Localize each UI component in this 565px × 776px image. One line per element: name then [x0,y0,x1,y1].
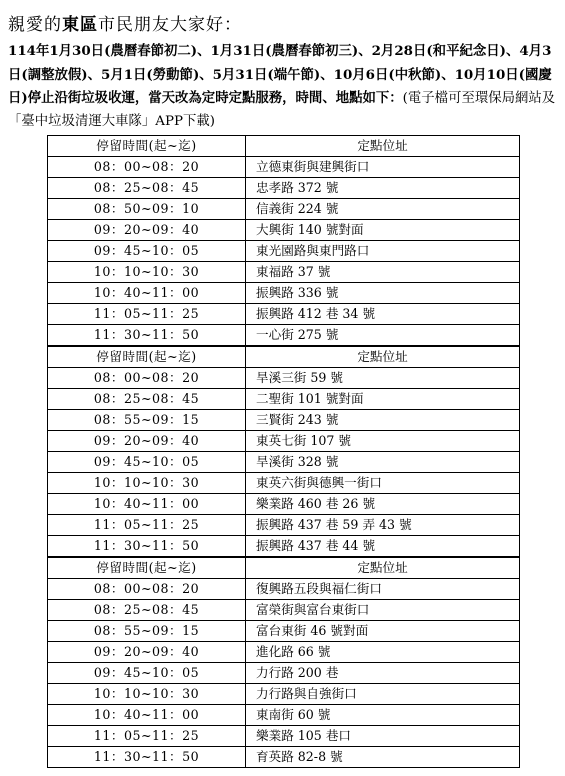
header-location: 定點位址 [246,136,520,157]
table-row [48,304,520,325]
greeting-heading [8,10,558,35]
stop-time-cell: 08：25~08：45 [48,178,246,199]
location-cell: 忠孝路 372 號 [246,178,520,199]
stop-time-cell: 09：20~09：40 [48,220,246,241]
table-row [48,325,520,347]
greeting-prefix: 親愛的 [8,15,62,35]
table-row [48,452,520,473]
table-row [48,262,520,283]
header-location: 定點位址 [246,346,520,368]
stop-time-cell: 11：30~11：50 [48,325,246,347]
stop-time-cell: 08：55~09：15 [48,621,246,642]
stop-time-cell: 09：45~10：05 [48,452,246,473]
table-row [48,494,520,515]
table-row [48,410,520,431]
collection-schedule-table [47,135,520,768]
stop-time-cell: 11：05~11：25 [48,726,246,747]
stop-time-cell: 10：40~11：00 [48,283,246,304]
location-cell: 三賢街 243 號 [246,410,520,431]
location-cell: 信義街 224 號 [246,199,520,220]
location-cell: 樂業路 460 巷 26 號 [246,494,520,515]
stop-time-cell: 09：45~10：05 [48,663,246,684]
location-cell: 東光園路與東門路口 [246,241,520,262]
stop-time-cell: 09：20~09：40 [48,431,246,452]
district-name: 東區 [62,15,98,35]
table-row [48,747,520,768]
table-row [48,178,520,199]
location-cell: 進化路 66 號 [246,642,520,663]
table-row [48,283,520,304]
header-stop-time: 停留時間(起~迄) [48,136,246,157]
header-location: 定點位址 [246,557,520,579]
stop-time-cell: 10：10~10：30 [48,262,246,283]
location-cell: 東福路 37 號 [246,262,520,283]
table-row [48,642,520,663]
header-stop-time: 停留時間(起~迄) [48,557,246,579]
stop-time-cell: 08：55~09：15 [48,410,246,431]
table-row [48,368,520,389]
location-cell: 力行路與自強街口 [246,684,520,705]
location-cell: 旱溪街 328 號 [246,452,520,473]
stop-time-cell: 11：30~11：50 [48,536,246,558]
stop-time-cell: 10：10~10：30 [48,473,246,494]
location-cell: 富台東街 46 號對面 [246,621,520,642]
location-cell: 振興路 412 巷 34 號 [246,304,520,325]
stop-time-cell: 08：25~08：45 [48,600,246,621]
location-cell: 富榮街與富台東街口 [246,600,520,621]
table-row [48,473,520,494]
stop-time-cell: 08：00~08：20 [48,368,246,389]
table-row [48,726,520,747]
greeting-suffix: 市民朋友大家好： [98,15,242,35]
table-row [48,389,520,410]
location-cell: 力行路 200 巷 [246,663,520,684]
location-cell: 樂業路 105 巷口 [246,726,520,747]
stop-time-cell: 08：50~09：10 [48,199,246,220]
table-row [48,199,520,220]
table-row [48,157,520,178]
location-cell: 旱溪三街 59 號 [246,368,520,389]
location-cell: 東英七街 107 號 [246,431,520,452]
table-header-row [48,136,520,157]
table-header-row [48,557,520,579]
table-row [48,536,520,558]
location-cell: 育英路 82-8 號 [246,747,520,768]
stop-time-cell: 08：00~08：20 [48,157,246,178]
table-row [48,579,520,600]
table-row [48,600,520,621]
location-cell: 立德東街與建興街口 [246,157,520,178]
stop-time-cell: 08：00~08：20 [48,579,246,600]
location-cell: 二聖街 101 號對面 [246,389,520,410]
location-cell: 振興路 437 巷 59 弄 43 號 [246,515,520,536]
holiday-notice [8,40,560,133]
stop-time-cell: 11：30~11：50 [48,747,246,768]
table-row [48,684,520,705]
table-row [48,621,520,642]
notice-download-text: (電子檔可至環保局網站及「臺中垃圾清運大車隊」APP下載) [8,91,556,129]
stop-time-cell: 10：10~10：30 [48,684,246,705]
table-row [48,220,520,241]
table-row [48,663,520,684]
header-stop-time: 停留時間(起~迄) [48,346,246,368]
table-row [48,515,520,536]
stop-time-cell: 10：40~11：00 [48,705,246,726]
location-cell: 復興路五段與福仁街口 [246,579,520,600]
table-row [48,431,520,452]
location-cell: 東南街 60 號 [246,705,520,726]
table-row [48,705,520,726]
stop-time-cell: 09：45~10：05 [48,241,246,262]
table-header-row [48,346,520,368]
stop-time-cell: 11：05~11：25 [48,515,246,536]
location-cell: 東英六街與德興一街口 [246,473,520,494]
stop-time-cell: 08：25~08：45 [48,389,246,410]
stop-time-cell: 09：20~09：40 [48,642,246,663]
stop-time-cell: 10：40~11：00 [48,494,246,515]
location-cell: 振興路 437 巷 44 號 [246,536,520,558]
location-cell: 大興街 140 號對面 [246,220,520,241]
table-row [48,241,520,262]
stop-time-cell: 11：05~11：25 [48,304,246,325]
notice-bold-text: 114年1月30日(農曆春節初二)、1月31日(農曆春節初三)、2月28日(和平紀念日)、4月3日(調整放假)、5月1日(勞動節)、5月31日(端午節)、10月6日(中秋節)、10月10日(國慶日)停止沿街垃圾收運，當天改為定時定點服務，時間、地點如下： [8,43,552,106]
location-cell: 一心街 275 號 [246,325,520,347]
location-cell: 振興路 336 號 [246,283,520,304]
